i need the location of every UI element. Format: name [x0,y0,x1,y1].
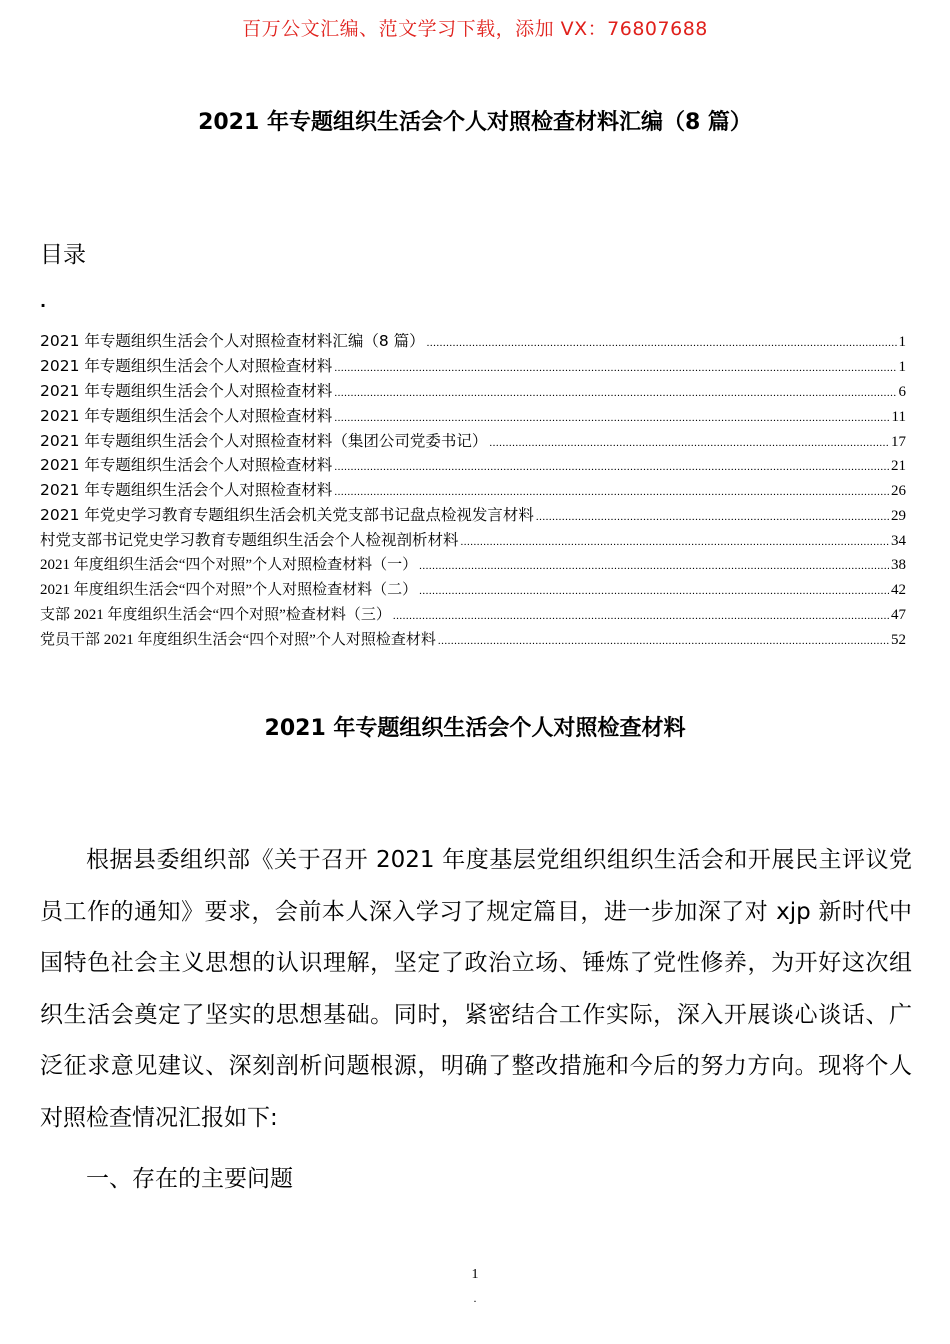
table-of-contents [40,329,906,653]
toc-heading: 目录 [40,242,86,268]
toc-leader [393,610,889,622]
toc-entry-title: 2021 年党史学习教育专题组织生活会机关党支部书记盘点检视发言材料 [40,506,534,525]
toc-leader [334,486,889,498]
toc-entry-title: 2021 年专题组织生活会个人对照检查材料 [40,406,333,425]
toc-leader [334,412,889,424]
toc-leader [334,461,889,473]
toc-entry[interactable] [40,429,906,454]
toc-leader [334,362,896,374]
footer-dot: . [473,1291,477,1305]
toc-entry-title: 2021 年度组织生活会“四个对照”个人对照检查材料（二） [40,581,418,598]
toc-entry-page: 52 [891,631,906,648]
section-subheading: 一、存在的主要问题 [86,1166,293,1192]
toc-entry[interactable] [40,453,906,478]
toc-entry[interactable] [40,354,906,379]
toc-entry-page: 11 [891,408,906,425]
toc-leader [427,337,897,349]
body-paragraph: 根据县委组织部《关于召开 2021 年度基层党组织组织生活会和开展民主评议党员工作的通知》要求，会前本人深入学习了规定篇目，进一步加深了对 xjp 新时代中国特色社会主义思想的认识理解，坚定了政治立场、锤炼了党性修养，为开好这次组织生活会奠定了坚实的思想基础。同时，紧密结合工作实际，深入开展谈心谈话、广泛征求意见建议、深刻剖析问题根源，明确了整改措施和今后的努力方向。现将个人对照检查情况汇报如下: [40,847,912,1131]
toc-entry-page: 21 [891,458,906,475]
toc-leader [536,511,889,523]
toc-entry[interactable] [40,329,906,354]
section-title: 2021 年专题组织生活会个人对照检查材料 [264,716,686,741]
toc-entry-title: 村党支部书记党史学习教育专题组织生活会个人检视剖析材料 [40,531,459,550]
toc-entry[interactable] [40,553,906,578]
toc-entry-title: 2021 年专题组织生活会个人对照检查材料（集团公司党委书记） [40,431,488,450]
toc-entry[interactable] [40,603,906,628]
toc-entry[interactable] [40,478,906,503]
toc-entry-page: 6 [898,383,906,400]
toc-leader [334,387,896,399]
toc-entry-page: 38 [891,557,906,574]
toc-entry[interactable] [40,628,906,653]
toc-entry-title: 2021 年度组织生活会“四个对照”个人对照检查材料（一） [40,557,418,574]
toc-entry-page: 17 [891,433,906,450]
toc-entry-page: 47 [891,606,906,623]
toc-entry[interactable] [40,379,906,404]
document-title: 2021 年专题组织生活会个人对照检查材料汇编（8 篇） [198,110,752,135]
toc-entry-page: 29 [891,508,906,525]
toc-entry[interactable] [40,528,906,553]
watermark-text: 百万公文汇编、范文学习下载，添加 VX：76807688 [242,18,708,40]
toc-leader [461,536,889,548]
toc-leader [419,560,889,572]
toc-entry[interactable] [40,404,906,429]
toc-entry-title: 2021 年专题组织生活会个人对照检查材料汇编（8 篇） [40,332,425,350]
toc-dot: . [40,292,47,311]
toc-leader [419,585,889,597]
toc-entry-page: 42 [891,581,906,598]
toc-entry-page: 1 [898,334,906,350]
toc-entry[interactable] [40,578,906,603]
toc-leader [489,437,889,449]
toc-entry-title: 党员干部 2021 年度组织生活会“四个对照”个人对照检查材料 [40,631,436,648]
toc-entry-page: 1 [898,358,906,375]
toc-entry[interactable] [40,503,906,528]
toc-entry-title: 2021 年专题组织生活会个人对照检查材料 [40,456,333,475]
toc-entry-title: 2021 年专题组织生活会个人对照检查材料 [40,381,333,400]
page-number: 1 [471,1267,479,1282]
toc-entry-title: 2021 年专题组织生活会个人对照检查材料 [40,481,333,500]
toc-leader [438,635,889,647]
toc-entry-title: 2021 年专题组织生活会个人对照检查材料 [40,356,333,375]
toc-entry-page: 34 [891,533,906,550]
toc-entry-title: 支部 2021 年度组织生活会“四个对照”检查材料（三） [40,606,391,623]
toc-entry-page: 26 [891,483,906,500]
